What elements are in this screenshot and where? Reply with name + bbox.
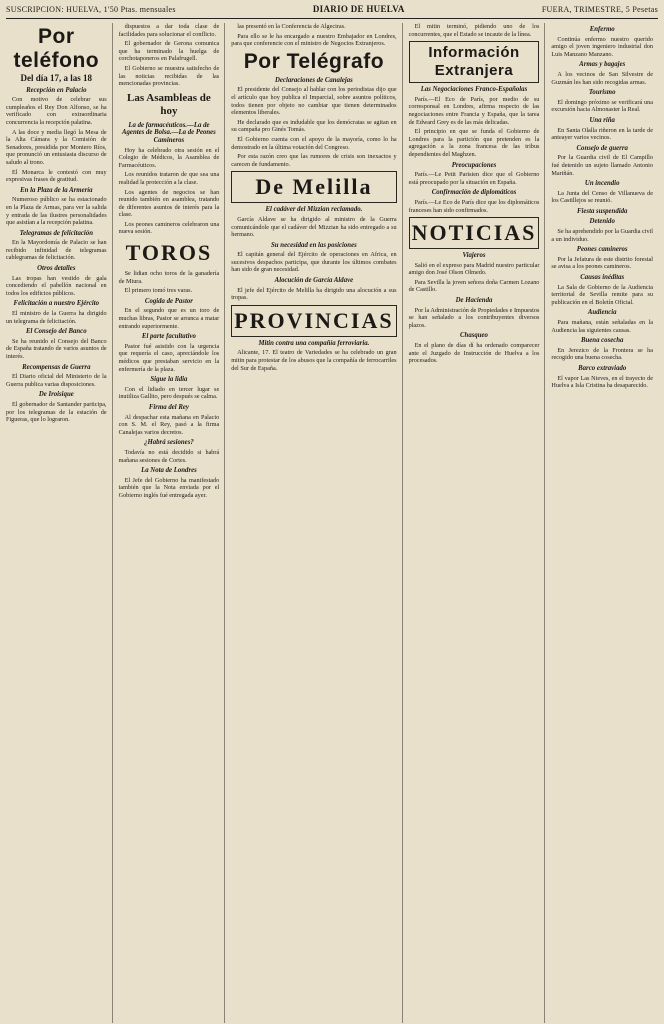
paragraph: Por esta razón creo que las rumores de crisis son inexactos y carecen de fundamento. — [231, 153, 397, 168]
paragraph: Para Sevilla la joven señora doña Carmen Lozano de Castillo. — [408, 278, 540, 294]
subheading: Buena cosecha — [580, 337, 624, 345]
subheading: Declaraciones de Canalejas — [275, 76, 353, 84]
section-provincias: PROVINCIAS — [231, 305, 396, 337]
trimester-price: FUERA, TRIMESTRE, 5 Pesetas — [541, 5, 658, 14]
paragraph: Todavía no está decidido si habrá mañana sesiones de Cortes. — [118, 448, 220, 464]
paragraph: A los vecinos de San Silvestre de Guzmán les han sido recogidas armas. — [551, 70, 653, 86]
subheading: Sigue la lidia — [150, 376, 188, 384]
paragraph: El Jefe del Gobierno ha manifestado también que la Nota enviada por el Gobierno inglés fué entregada ayer. — [118, 476, 220, 499]
subheading: Audiencia — [587, 309, 617, 317]
paragraph: las presentó en la Conferencia de Algeciras. — [237, 23, 346, 30]
subheading: Enfermo — [589, 26, 615, 33]
subheading: Peones camineros — [576, 246, 628, 254]
subheading: Las Negociaciones Franco-Españolas — [420, 86, 528, 94]
paragraph: Por la Jefatura de este distrito forestal se avisa a los peones camineros. — [551, 255, 653, 271]
subscription-info: SUSCRIPCION: HUELVA, 1'50 Ptas. mensuales — [6, 5, 176, 14]
column-3 — [231, 23, 402, 1023]
paragraph: Al despachar esta mañana en Palacio con S. M. el Rey, pasó a la firma Canalejas varios decretos. — [118, 413, 220, 436]
column-1 — [6, 23, 113, 1023]
paragraph: El capitán general del Ejército de operaciones en Africa, en sucesivos despachos participa, que durante los últimos combates han sido de gran necesidad. — [231, 251, 397, 274]
subheading: De Hacienda — [455, 297, 493, 305]
subheading: Confirmación de diplomáticos — [431, 189, 517, 197]
paragraph: Con motivo de celebrar sus cumpleaños el Rey Don Alfonso, se ha verificado con extraordinaria concurrencia la recepción palatina. — [6, 96, 107, 126]
paragraph: El presidente del Consejo al hablar con los periodistas dijo que el artículo que hoy publica el Imparcial, sobre asuntos políticos, todos tienen por objeto no cambiar que tienen determinados elementos liberales. — [231, 86, 397, 117]
section-asambleas: Las Asambleas de hoy — [127, 91, 211, 117]
section-melilla: De Melilla — [231, 171, 396, 203]
subheading: Armas y bagajes — [579, 61, 626, 69]
dateline: Del día 17, a las 18 — [20, 73, 93, 83]
paragraph: El primero tomó tres varas. — [124, 287, 193, 295]
paragraph: Para mañana, están señaladas en la Audiencia las siguientes causas. — [551, 319, 653, 334]
paragraph: El jefe del Ejército de Melilla ha dirigido una alocución a sus tropas. — [231, 286, 397, 302]
paragraph: París.—Le Eco de París dice que los diplomáticos franceses han sido confirmados. — [408, 198, 540, 214]
subheading: El cadáver del Mizzian reclamado. — [265, 206, 363, 214]
subheading: En la Plaza de la Armería — [20, 186, 93, 194]
section-toros: TOROS — [125, 240, 213, 266]
subheading: Un incendio — [584, 180, 620, 188]
subheading: ¿Habrá sesiones? — [144, 439, 194, 447]
paragraph: Con el lidiado en tercer lugar se inutiliza Gallito, pero después se calma. — [118, 385, 220, 401]
paragraph: García Aldave se ha dirigido al ministro de la Guerra comunicándole que el cadáver del Mizzian ha sido entregado a su hermano. — [231, 215, 397, 239]
subheading: Cogida de Pastor — [144, 297, 193, 305]
subheading: Preocupaciones — [451, 161, 497, 169]
subheading: Detenido — [589, 218, 615, 226]
paragraph: Las tropas han vestido de gala concediendo el pabellón nacional en todos los edificios públicos. — [6, 274, 107, 297]
subheading: Una riña — [589, 116, 615, 124]
paragraph: El Gobierno cuenta con el apoyo de la mayoría, como lo ha demostrado en la última votación del Congreso. — [231, 135, 397, 151]
paragraph: Por la Guardia civil de El Campillo fué detenido un sujeto llamado Antonio Mariñán. — [551, 154, 653, 177]
paragraph: dispuestos a dar toda clase de facilidades para solucionar el conflicto. — [118, 23, 220, 38]
paragraph: Alicante, 17. El teatro de Variedades se ha celebrado un gran mitin para protestar de los abusos que la compañía de ferrocarriles del Sur de España. — [231, 349, 397, 372]
paragraph: Hoy ha celebrado otra sesión en el Colegio de Médicos, la Asamblea de Farmacéuticos. — [118, 146, 220, 169]
paragraph: En Jerezico de la Frontera se ha recogido una buena cosecha. — [551, 346, 653, 362]
subheading: Viajeros — [462, 252, 486, 260]
paragraph: Continúa enfermo nuestro querido amigo el joven ingeniero industrial don Luis Manzano Manzano. — [551, 35, 653, 58]
column-5 — [551, 23, 658, 1023]
paragraph: El gobernador de Santander participa, por los telegramas de la estación de Figueras, que lo lograron. — [6, 400, 107, 424]
paragraph: El vapor Las Nieves, en el trayecto de Huelva a Isla Cristina ha desaparecido. — [551, 374, 653, 390]
paragraph: El Diario oficial del Ministerio de la Guerra publica varias disposiciones. — [6, 373, 107, 388]
paragraph: En el segundo que es un toro de muchas libras, Pastor se arranca a matar entrando superiormente. — [118, 307, 220, 330]
paragraph: Los agentes de negocios se han reunido también en asamblea, tratando de diferentes asuntos de interés para la clase. — [118, 188, 220, 219]
subheading: Telegramas de felicitación — [19, 229, 93, 237]
subheading: Fiesta suspendida — [576, 207, 628, 215]
paragraph: Numeroso público se ha estacionado en la Plaza de Armas, para ver la salida y entrada de las ilustres personalidades que asistían a la recepción palatina. — [6, 196, 107, 227]
section-informacion-extranjera: Información Extranjera — [409, 41, 540, 83]
paragraph: Se ha reunido el Consejo del Banco de España tratando de varios asuntos de interés. — [6, 337, 107, 360]
subheading: El parte facultativo — [141, 333, 196, 341]
paragraph: La Junta del Censo de Villanueva de los Castillejos se reunió. — [551, 189, 653, 205]
paragraph: He declarado que es indudable que los demócratas se agitan en su campaña pro Ginés Tomás. — [231, 118, 397, 134]
paragraph: Salió en el expreso para Madrid nuestro particular amigo don José Olson Olmedo. — [408, 261, 540, 277]
paragraph: París.—Le Petit Parisien dice que el Gobierno está preocupado por la situación en España. — [408, 171, 540, 186]
newspaper-title: DIARIO DE HUELVA — [312, 4, 405, 14]
masthead — [6, 4, 658, 19]
paragraph: Se lidian ocho toros de la ganadería de Miura. — [118, 270, 220, 285]
paragraph: Por la Administración de Propiedades e Impuestos se han señalado a los contribuyentes diversos plazos. — [408, 306, 540, 329]
paragraph: Pastor fué asistido con la urgencia que requería el caso, apreciándole los médicos que prestaban servicio en la enfermería de la plaza. — [118, 342, 220, 373]
subheading: Consejo de guerra — [576, 144, 628, 152]
paragraph: París.—El Eco de París, por medio de su corresponsal en Londres, afirma respecto de las negociaciones entre Francia y España, que la tarea de Edward Grey es de las más delicadas. — [408, 95, 540, 126]
paragraph: Se ha aprehendido por la Guardia civil a un individuo. — [551, 228, 653, 243]
column-2 — [119, 23, 226, 1023]
subheading: Recepción en Palacio — [26, 86, 87, 94]
paragraph: En la Mayordomía de Palacio se han recibido infinidad de telegramas cablegramas de felicitación. — [6, 239, 107, 262]
subheading: Felicitación a nuestro Ejército — [13, 300, 100, 308]
paragraph: El ministro de la Guerra ha dirigido un telegrama de felicitación. — [6, 310, 107, 325]
subheading: Firma del Rey — [148, 403, 189, 411]
subheading: Su necesidad en las posiciones — [271, 241, 357, 249]
section-noticias: NOTICIAS — [409, 217, 540, 249]
column-4 — [409, 23, 546, 1023]
subheading: Causas inéditas — [580, 274, 625, 282]
subheading: La Nota de Londres — [141, 467, 197, 475]
paragraph: A las doce y media llegó la Mesa de la Alta Cámara y la Comisión de Senadores, presidida por Montero Ríos, que pronunció un entusiasta discurso de saludo al trono. — [6, 128, 107, 166]
paragraph: El gobernador de Gerona comunica que ha terminado la huelga de corchotaponeros en Palafrugell. — [118, 40, 220, 63]
paragraph: El Monarca le contestó con muy expresivas frases de gratitud. — [6, 168, 107, 184]
subheading: Recompensas de Guerra — [22, 363, 91, 371]
paragraph: En el plano de días dí ha ordenado comparecer ante el Juzgado de Instrucción de Huelva a los procesados. — [408, 342, 540, 365]
columns — [6, 23, 658, 1023]
subheading: El Consejo del Banco — [25, 328, 87, 336]
headline-telefono: Por teléfono — [13, 25, 100, 72]
paragraph: El principio en que se funda el Gobierno de Londres para la partición que pretenden es la agregación a la zona francesa de las tribus dependientes del Maghzen. — [408, 128, 540, 158]
paragraph: El Gobierno se muestra satisfecho de las noticias recibidas de las mencionadas provincias. — [118, 64, 220, 88]
subheading: De Iroisique — [38, 391, 74, 399]
paragraph: El mitin terminó, pidiendo uno de los concurrentes, que el Estado se incaute de la línea. — [408, 23, 540, 38]
paragraph: El domingo próximo se verificará una excursión hacia Almonaster la Real. — [551, 98, 653, 114]
headline-telegrafo: Por Telégrafo — [243, 49, 385, 73]
subheading: Otros detalles — [37, 265, 76, 273]
paragraph: La Sala de Gobierno de la Audiencia territorial de Sevilla remite para su publicación en el Boletín Oficial. — [551, 283, 653, 306]
subheading: Tourismo — [588, 89, 616, 97]
paragraph: Los peones camineros celebraron una nueva sesión. — [118, 220, 220, 236]
paragraph: Para ello se le ha encargado a nuestro Embajador en Londres, para que conferencie con el ministro de Negocios Extranjeros. — [231, 32, 397, 48]
paragraph: En Santa Olalla riñeron en la tarde de anteayer varios vecinos. — [551, 126, 653, 142]
subheading: Chasqueo — [460, 332, 488, 340]
subheading: Barco extraviado — [578, 364, 627, 372]
subheading: Alocución de García Aldave — [274, 277, 354, 285]
subheading: Mitin contra una compañía ferroviaria. — [258, 339, 370, 347]
paragraph: Los reunidos trataron de que sea una realidad la protección a la clase. — [118, 171, 220, 186]
subheading: La de farmacéuticos.—La de Agentes de Bolsa.—La de Peones Camineros — [122, 121, 216, 144]
